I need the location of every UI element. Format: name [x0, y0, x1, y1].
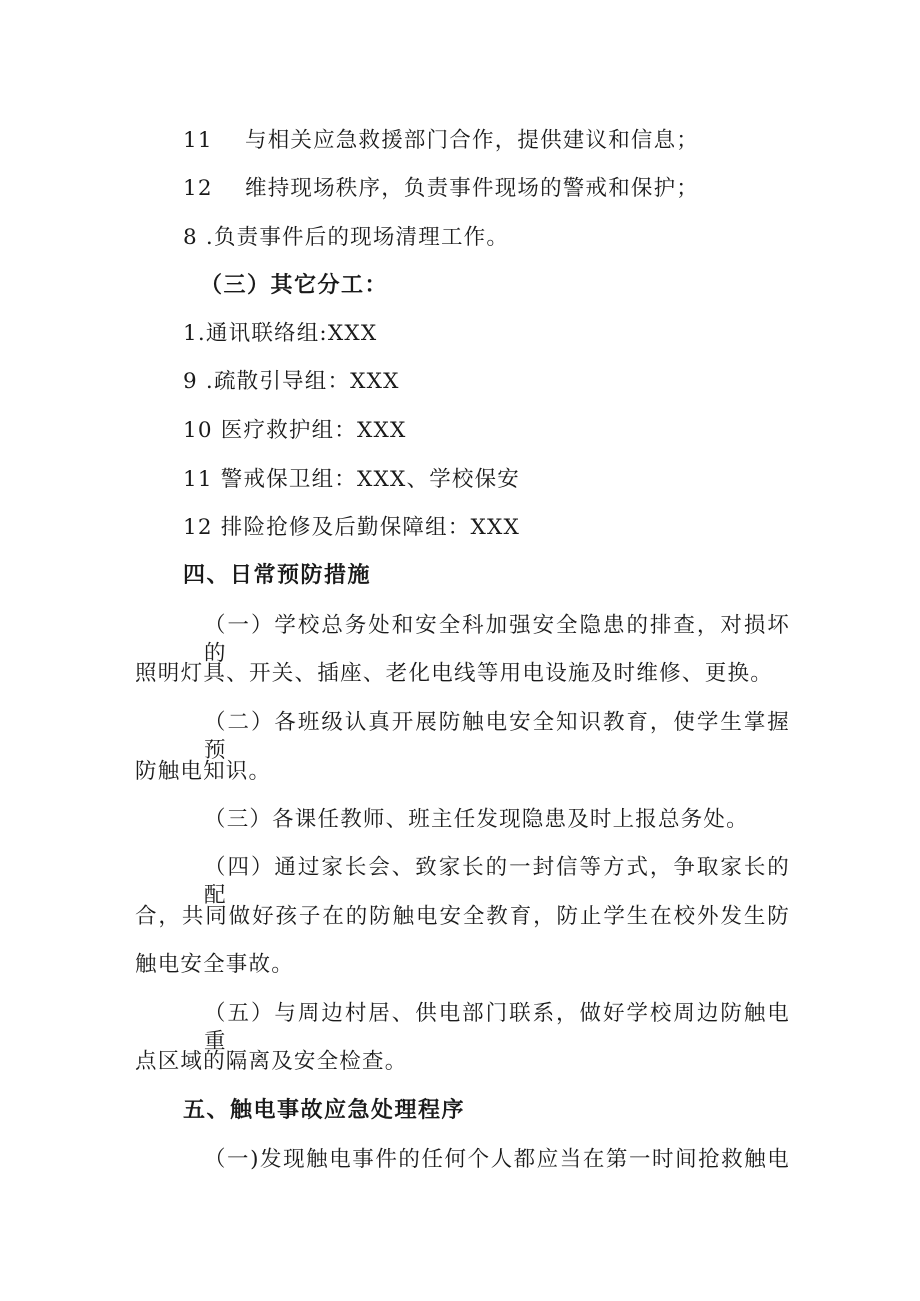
list-item: 10 医疗救护组：XXX — [183, 418, 407, 443]
list-item: 11 警戒保卫组：XXX、学校保安 — [183, 467, 521, 492]
list-item — [183, 127, 699, 155]
paragraph-line: 触电安全事故。 — [135, 952, 294, 977]
list-item: 9 .疏散引导组：XXX — [183, 369, 400, 394]
paragraph-line: 防触电知识。 — [135, 759, 272, 784]
item-number: 12 — [183, 176, 213, 201]
paragraph-line: （四）通过家长会、致家长的一封信等方式，争取家长的配 — [204, 855, 790, 908]
section-heading: （三）其它分工： — [200, 273, 389, 298]
list-item: 8 .负责事件后的现场清理工作。 — [183, 225, 510, 250]
paragraph-line: （一)发现触电事件的任何个人都应当在第一时间抢救触电 — [204, 1147, 790, 1172]
paragraph-line: （五）与周边村居、供电部门联系，做好学校周边防触电重 — [204, 1001, 790, 1054]
item-number: 11 — [183, 128, 213, 153]
list-item: 1.通讯联络组:XXX — [183, 321, 378, 346]
section-heading: 五、触电事故应急处理程序 — [183, 1098, 466, 1123]
list-item: 12 排险抢修及后勤保障组：XXX — [183, 515, 521, 540]
paragraph-line: （一）学校总务处和安全科加强安全隐患的排查，对损坏的 — [204, 613, 790, 666]
item-text: 与相关应急救援部门合作，提供建议和信息； — [245, 128, 700, 153]
paragraph-line: （二）各班级认真开展防触电安全知识教育，使学生掌握预 — [204, 710, 790, 763]
paragraph-line: 点区域的隔离及安全检查。 — [135, 1049, 408, 1074]
paragraph-line: （三）各课任教师、班主任发现隐患及时上报总务处。 — [204, 807, 749, 832]
paragraph-line: 照明灯具、开关、插座、老化电线等用电设施及时维修、更换。 — [135, 661, 773, 686]
item-text: 维持现场秩序，负责事件现场的警戒和保护； — [245, 176, 700, 201]
section-heading: 四、日常预防措施 — [183, 563, 372, 588]
list-item — [183, 175, 699, 203]
paragraph-line: 合，共同做好孩子在的防触电安全教育，防止学生在校外发生防 — [135, 904, 790, 929]
